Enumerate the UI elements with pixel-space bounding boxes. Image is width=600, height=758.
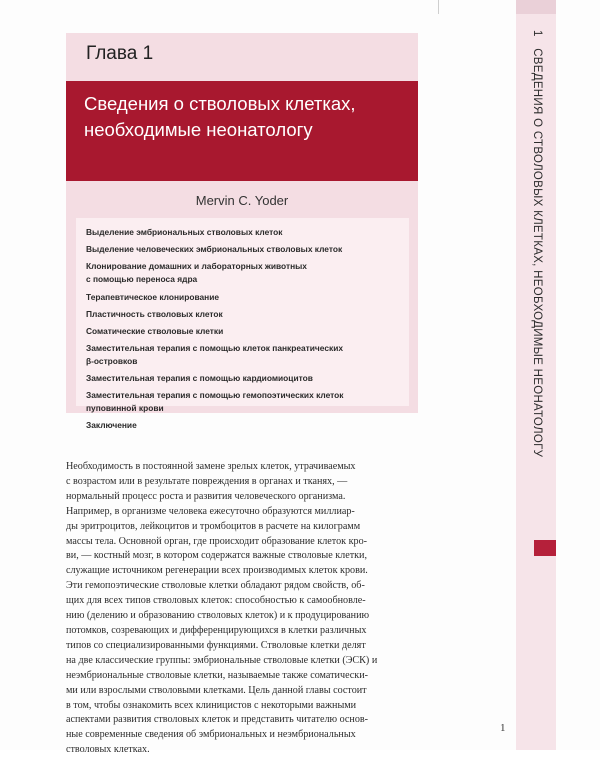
- chapter-contents: [76, 218, 409, 430]
- toc-item: Клонирование домашних и лабораторных животных: [86, 261, 307, 271]
- toc-item: Заместительная терапия с помощью клеток панкреатических: [86, 343, 343, 353]
- body-line: нормальный процесс роста и развития человеческого организма.: [66, 490, 346, 502]
- toc-item: Пластичность стволовых клеток: [86, 309, 223, 319]
- toc-item: с помощью переноса ядра: [86, 274, 198, 284]
- chapter-author: Mervin C. Yoder: [195, 193, 289, 208]
- chapter-header-box: [66, 33, 418, 430]
- body-line: с возрастом или в результате повреждения в органах и тканях, —: [66, 475, 348, 487]
- chapter-intro-text: [66, 460, 418, 758]
- body-line: Эти гемопоэтические стволовые клетки обладают рядом свойств, об-: [66, 580, 365, 592]
- body-line: потомков, созревающих и дифференцирующихся в клетки различных: [66, 624, 367, 636]
- side-tab-top-band: [516, 0, 556, 14]
- chapter-title: [84, 91, 404, 143]
- toc-item: Заместительная терапия с помощью кардиомиоцитов: [86, 373, 313, 383]
- chapter-title-band: [66, 81, 418, 181]
- body-line: щих для всех типов стволовых клеток: способностью к самообновле-: [66, 595, 366, 607]
- body-line: ные современные сведения об эмбриональных и неэмбриональных: [66, 729, 356, 741]
- toc-item: Выделение человеческих эмбриональных стволовых клеток: [86, 244, 343, 254]
- body-line: неэмбриональные стволовые клетки, называемые также соматически-: [66, 669, 369, 681]
- toc-item: Терапевтическое клонирование: [86, 292, 220, 302]
- toc-item: Выделение эмбриональных стволовых клеток: [86, 227, 283, 237]
- body-line: Необходимость в постоянной замене зрелых клеток, утрачиваемых: [66, 461, 356, 472]
- toc-item: β-островков: [86, 356, 138, 366]
- body-line: Например, в организме человека ежесуточно образуются миллиар-: [66, 505, 355, 517]
- body-line: на две классические группы: эмбриональные стволовые клетки (ЭСК) и: [66, 654, 378, 666]
- side-tab-title: [531, 30, 543, 457]
- body-line: ми или взрослыми стволовыми клетками. Цель данной главы состоит: [66, 684, 367, 696]
- body-line: аспектами развития стволовых клеток и представить читателю основ-: [66, 714, 369, 726]
- chapter-title-line: необходимые неонатологу: [84, 119, 313, 140]
- chapter-label: Глава 1: [86, 43, 154, 64]
- body-line: стволовых клетках.: [66, 744, 150, 756]
- body-line: массы тела. Основной орган, где происходит образование клеток кро-: [66, 535, 368, 547]
- body-line: типов со специализированными функциями. Стволовые клетки делят: [66, 639, 366, 651]
- body-line: служащие источником регенерации всех производимых клеток крови.: [66, 565, 368, 577]
- body-line: в том, чтобы ознакомить всех клиницистов с некоторыми важными: [66, 699, 357, 711]
- toc-item: Заместительная терапия с помощью гемопоэтических клеток: [86, 390, 344, 400]
- body-line: ви, — костный мозг, в котором содержатся важные стволовые клетки,: [66, 550, 367, 562]
- body-line: ды эритроцитов, лейкоцитов и тромбоцитов в расчете на килограмм: [66, 520, 361, 532]
- page-number: 1: [500, 722, 506, 734]
- side-tab-number: 1: [531, 30, 543, 37]
- toc-item: пуповинной крови: [86, 403, 164, 413]
- chapter-title-line: Сведения о стволовых клетках,: [84, 93, 356, 114]
- top-rule: [438, 0, 439, 14]
- side-tab-text: СВЕДЕНИЯ О СТВОЛОВЫХ КЛЕТКАХ, НЕОБХОДИМЫЕ НЕОНАТОЛОГУ: [531, 48, 543, 458]
- side-tab-marker: [534, 540, 556, 556]
- toc-item: Заключение: [86, 420, 137, 430]
- toc-item: Соматические стволовые клетки: [86, 326, 224, 336]
- body-line: нию (делению и образованию стволовых клеток) и к продуцированию: [66, 610, 370, 622]
